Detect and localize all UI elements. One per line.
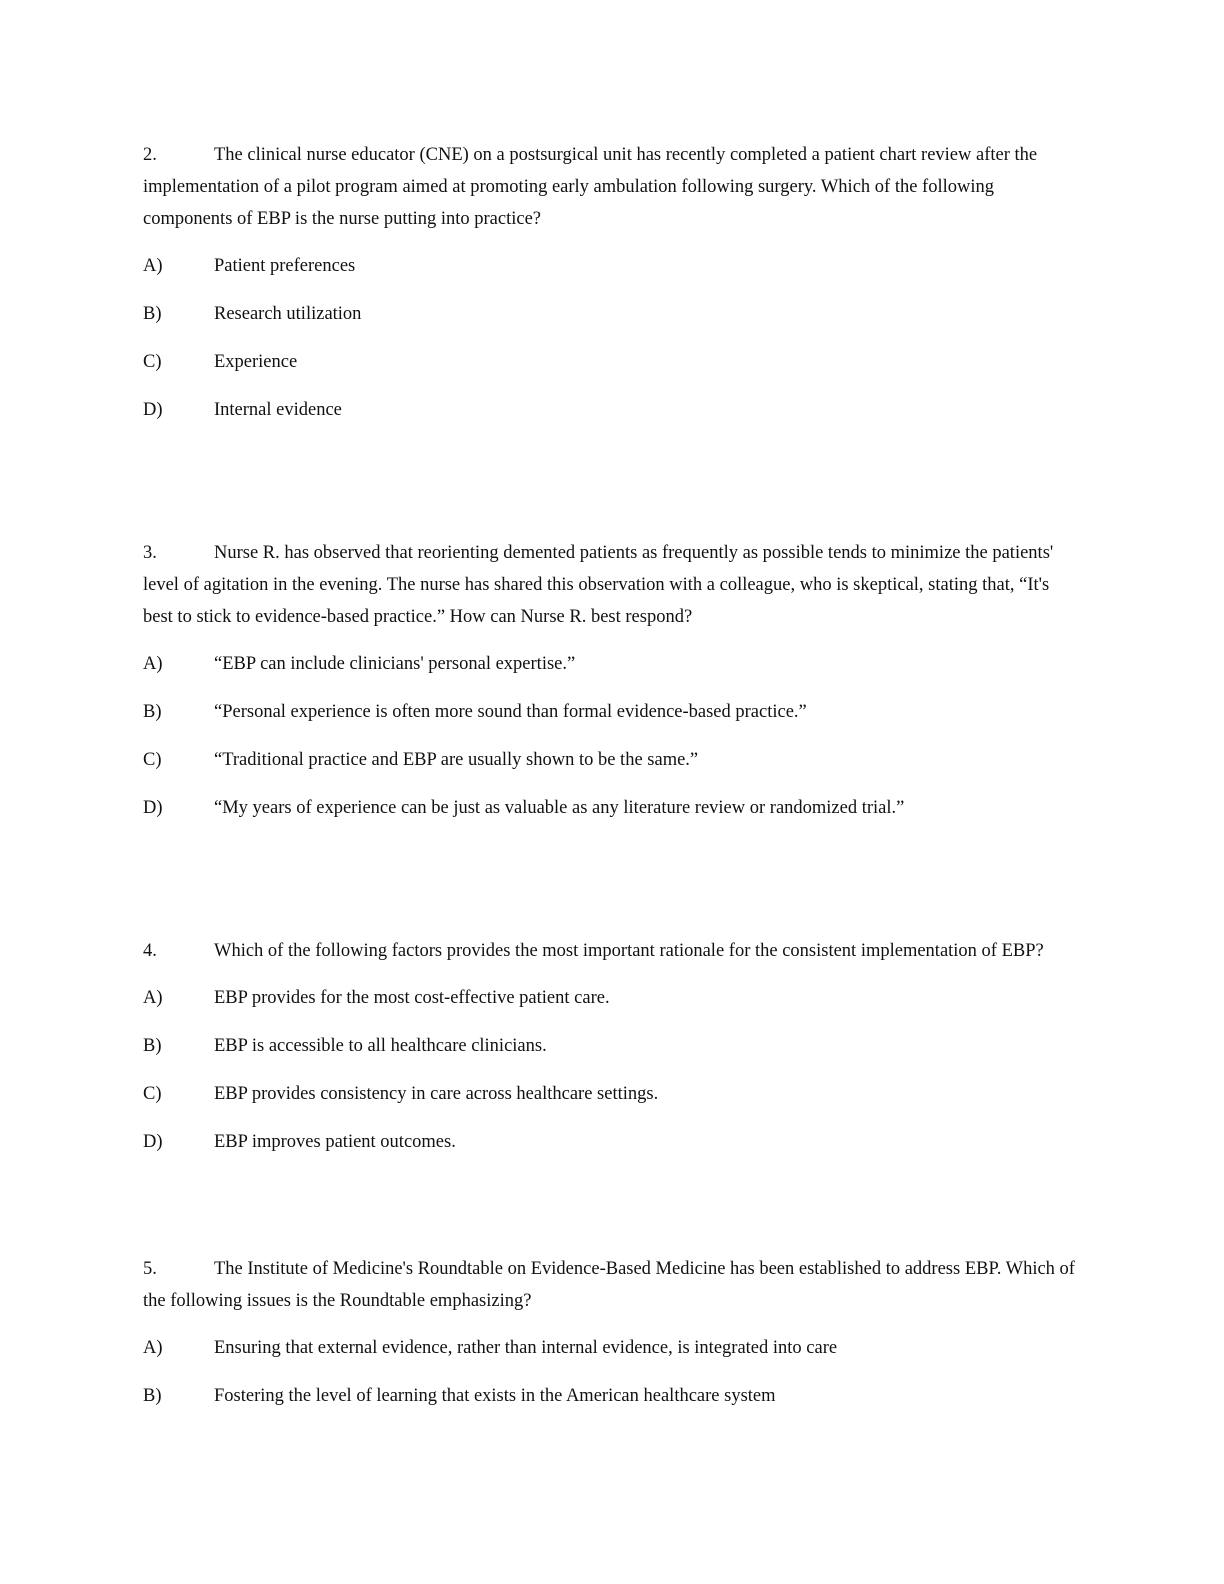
question-text: The Institute of Medicine's Roundtable on Evidence-Based Medicine has been established to address EBP. Which of the following issues is the Roundtable emphasizing? — [143, 1259, 1075, 1311]
question-5 — [143, 1253, 1083, 1428]
answer-option-d — [143, 1126, 1083, 1174]
option-letter: B) — [143, 304, 162, 324]
option-letter: A) — [143, 1338, 163, 1358]
answer-option-a — [143, 982, 1083, 1030]
question-text: The clinical nurse educator (CNE) on a postsurgical unit has recently completed a patient chart review after the implementation of a pilot program aimed at promoting early ambulation following surgery. Which of the following components of EBP is the nurse putting into practice? — [143, 145, 1038, 229]
answer-option-c — [143, 346, 1083, 394]
option-text: Internal evidence — [214, 400, 342, 420]
option-letter: C) — [143, 750, 162, 770]
option-letter: B) — [143, 1386, 162, 1406]
option-text: “Traditional practice and EBP are usually shown to be the same.” — [214, 750, 699, 770]
answer-option-b — [143, 1030, 1083, 1078]
option-letter: A) — [143, 988, 163, 1008]
question-stem — [143, 139, 1083, 235]
answer-option-d — [143, 792, 1083, 840]
option-letter: A) — [143, 256, 163, 276]
option-letter: A) — [143, 654, 163, 674]
option-letter: B) — [143, 1036, 162, 1056]
answer-option-a — [143, 1332, 1083, 1380]
question-4 — [143, 935, 1083, 1174]
answer-option-c — [143, 1078, 1083, 1126]
answer-option-b — [143, 696, 1083, 744]
question-number: 3. — [143, 543, 157, 563]
option-letter: C) — [143, 352, 162, 372]
option-letter: D) — [143, 798, 163, 818]
answer-options — [143, 250, 1083, 442]
option-text: Fostering the level of learning that exists in the American healthcare system — [214, 1386, 776, 1406]
answer-option-d — [143, 394, 1083, 442]
question-number: 4. — [143, 941, 157, 961]
answer-options — [143, 1332, 1083, 1428]
option-text: Research utilization — [214, 304, 362, 324]
answer-options — [143, 982, 1083, 1174]
option-letter: B) — [143, 702, 162, 722]
option-text: EBP is accessible to all healthcare clinicians. — [214, 1036, 547, 1056]
option-text: “My years of experience can be just as valuable as any literature review or randomized trial.” — [214, 798, 905, 818]
option-letter: D) — [143, 1132, 163, 1152]
answer-option-b — [143, 298, 1083, 346]
option-text: Ensuring that external evidence, rather than internal evidence, is integrated into care — [214, 1338, 838, 1358]
answer-option-a — [143, 250, 1083, 298]
option-text: EBP improves patient outcomes. — [214, 1132, 456, 1152]
question-stem — [143, 1253, 1083, 1317]
option-letter: C) — [143, 1084, 162, 1104]
question-number: 5. — [143, 1259, 157, 1279]
option-text: “Personal experience is often more sound than formal evidence-based practice.” — [214, 702, 807, 722]
answer-option-a — [143, 648, 1083, 696]
question-text: Which of the following factors provides the most important rationale for the consistent implementation of EBP? — [214, 941, 1044, 961]
question-number: 2. — [143, 145, 157, 165]
answer-option-b — [143, 1380, 1083, 1428]
option-text: Experience — [214, 352, 298, 372]
answer-option-c — [143, 744, 1083, 792]
option-text: “EBP can include clinicians' personal expertise.” — [214, 654, 576, 674]
question-2 — [143, 139, 1083, 442]
option-text: EBP provides consistency in care across healthcare settings. — [214, 1084, 659, 1104]
question-3 — [143, 537, 1083, 840]
option-text: Patient preferences — [214, 256, 356, 276]
question-stem — [143, 935, 1083, 967]
option-text: EBP provides for the most cost-effective patient care. — [214, 988, 610, 1008]
answer-options — [143, 648, 1083, 840]
question-stem — [143, 537, 1083, 633]
question-text: Nurse R. has observed that reorienting demented patients as frequently as possible tends to minimize the patients' level of agitation in the evening. The nurse has shared this observation with a colleague, who is skeptical, stating that, “It's best to stick to evidence-based practice.” How can Nurse R. best respond? — [143, 543, 1054, 627]
option-letter: D) — [143, 400, 163, 420]
